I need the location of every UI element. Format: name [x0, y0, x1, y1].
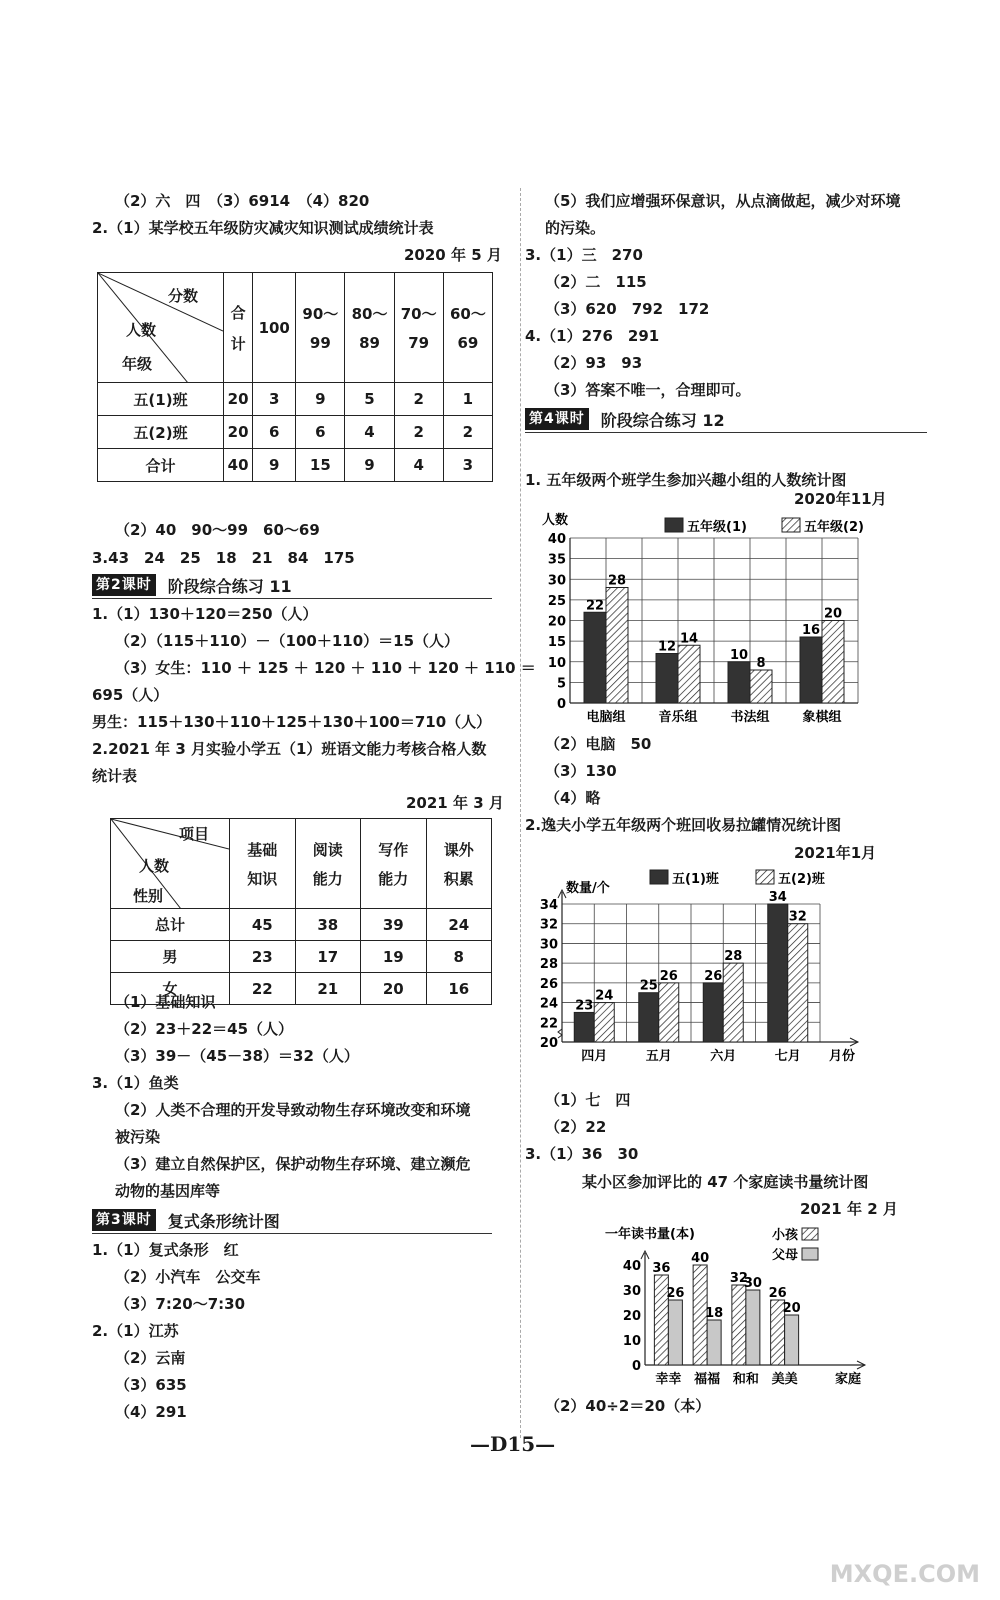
answer-line: （2）22 [545, 1118, 607, 1136]
data-label: 22 [585, 598, 605, 614]
header-cell: 基础 知识 [230, 819, 296, 909]
data-label: 20 [782, 1301, 801, 1316]
legend-label: 五年级(2) [804, 520, 864, 535]
y-tick-label: 35 [547, 552, 566, 568]
answer-line: （2）人类不合理的开发导致动物生存环境改变和环境 [115, 1101, 471, 1119]
diagonal-header-cell [98, 273, 224, 383]
data-label: 26 [704, 968, 723, 984]
answer-line: 4.（1）276 291 [525, 327, 660, 345]
table-row: 合计 40 9 15 9 4 3 [98, 449, 493, 482]
language-table [110, 818, 492, 1005]
answer-line: （1）基础知识 [115, 993, 216, 1011]
answer-line: （2）40÷2＝20（本） [545, 1397, 711, 1415]
header-cell: 合 计 [224, 273, 253, 383]
x-tick-label: 象棋组 [802, 710, 842, 725]
bar [594, 1003, 614, 1042]
chart-caption: 2.逸夫小学五年级两个班回收易拉罐情况统计图 [525, 816, 842, 834]
diag-bot: 性别 [133, 887, 164, 905]
diagonal-lines [111, 819, 229, 909]
chart-can-recycling [520, 862, 920, 1087]
data-label: 26 [659, 968, 678, 984]
data-label: 40 [691, 1251, 710, 1266]
y-axis-label: 一年读书量(本) [605, 1227, 695, 1242]
page-number: —D15— [470, 1432, 556, 1456]
y-tick-label: 20 [539, 1036, 558, 1051]
answer-line: 3.（1）三 270 [525, 246, 643, 264]
answer-line: 被污染 [115, 1128, 161, 1146]
answer-line: 男生：115＋130＋110＋125＋130＋100＝710（人） [92, 713, 492, 731]
legend-label: 父母 [771, 1248, 798, 1263]
chart-date: 2021 年 2 月 [800, 1200, 898, 1218]
lesson-badge: 第3课时 [92, 1209, 156, 1231]
diag-mid: 人数 [126, 321, 157, 339]
answer-line: 动物的基因库等 [115, 1182, 221, 1200]
answer-line: （3）635 [115, 1376, 187, 1394]
data-label: 25 [639, 978, 658, 994]
x-tick-label: 五月 [645, 1049, 672, 1064]
y-tick-label: 30 [539, 937, 558, 953]
score-table [97, 272, 493, 482]
legend-label: 小孩 [771, 1228, 798, 1243]
x-tick-label: 电脑组 [586, 710, 626, 725]
bar [728, 662, 750, 703]
chart-reading [590, 1220, 890, 1390]
bar [659, 983, 679, 1042]
watermark: MXQE.COM [829, 1560, 980, 1588]
bar [656, 654, 678, 704]
bar [768, 904, 788, 1042]
table-row: 女 22 21 20 16 [111, 973, 492, 1005]
answer-line: 1.（1）复式条形 红 [92, 1241, 239, 1259]
data-label: 20 [823, 606, 843, 622]
legend-label: 五(1)班 [672, 872, 719, 887]
data-label: 28 [607, 573, 627, 589]
bar [788, 924, 808, 1042]
answer-line: 1.（1）130＋120＝250（人） [92, 605, 318, 623]
x-axis-label: 家庭 [834, 1372, 862, 1387]
header-cell: 90～ 99 [296, 273, 345, 383]
data-label: 36 [652, 1261, 671, 1276]
answer-line: （3）130 [545, 762, 617, 780]
diag-bot: 年级 [122, 355, 153, 373]
legend-swatch [650, 870, 668, 884]
lesson-title: 阶段综合练习 12 [600, 410, 725, 430]
answer-line: 3.43 24 25 18 21 84 175 [92, 549, 355, 567]
answer-line: 统计表 [92, 767, 138, 785]
bar [785, 1315, 799, 1365]
column-divider [520, 188, 522, 1438]
table-date: 2020 年 5 月 [404, 246, 502, 264]
chart-caption: 1. 五年级两个班学生参加兴趣小组的人数统计图 [525, 471, 847, 489]
legend-label: 五年级(1) [687, 520, 747, 535]
x-tick-label: 七月 [774, 1049, 801, 1064]
legend-label: 五(2)班 [778, 872, 825, 887]
answer-line: 的污染。 [545, 219, 606, 237]
x-tick-label: 和和 [732, 1372, 759, 1387]
lesson-title: 阶段综合练习 11 [167, 576, 292, 596]
y-tick-label: 30 [547, 573, 566, 589]
answer-line: （2）40 90～99 60～69 [115, 521, 320, 539]
diag-top: 分数 [168, 287, 199, 305]
answer-line: （2）电脑 50 [545, 735, 652, 753]
table-date: 2021 年 3 月 [406, 794, 504, 812]
chart-date: 2021年1月 [794, 844, 877, 862]
y-tick-label: 10 [547, 655, 566, 671]
bar [750, 670, 772, 703]
legend-swatch [782, 518, 800, 532]
data-label: 12 [657, 639, 677, 655]
answer-line: （1）七 四 [545, 1091, 631, 1109]
lesson-title: 复式条形统计图 [167, 1211, 280, 1231]
x-axis-label: 月份 [828, 1049, 856, 1064]
data-label: 34 [768, 890, 787, 905]
answer-line: （2）六 四 （3）6914 （4）820 [115, 192, 370, 210]
data-label: 30 [743, 1276, 762, 1291]
legend-swatch [756, 870, 774, 884]
header-cell: 课外 积累 [426, 819, 492, 909]
y-tick-label: 32 [539, 917, 558, 933]
table-row: 男 23 17 19 8 [111, 941, 492, 973]
y-tick-label: 10 [622, 1334, 641, 1349]
bar [800, 637, 822, 703]
x-tick-label: 幸幸 [655, 1372, 682, 1387]
x-tick-label: 六月 [710, 1049, 737, 1064]
data-label: 32 [729, 1271, 748, 1286]
y-tick-label: 20 [547, 614, 566, 630]
answer-line: （2）23＋22＝45（人） [115, 1020, 294, 1038]
bar [668, 1300, 682, 1365]
answer-line: （2）（115＋110）－（100＋110）＝15（人） [115, 632, 460, 650]
answer-line: 3.（1）鱼类 [92, 1074, 179, 1092]
data-label: 14 [679, 631, 699, 647]
y-tick-label: 40 [547, 532, 566, 547]
bar [584, 612, 606, 703]
bar [746, 1290, 760, 1365]
answer-line: （3）女生：110 ＋ 125 ＋ 120 ＋ 110 ＋ 120 ＋ 110 ＝ [115, 659, 536, 677]
x-tick-label: 书法组 [730, 710, 770, 725]
answer-line: （2）二 115 [545, 273, 647, 291]
header-cell: 写作 能力 [361, 819, 427, 909]
header-cell: 100 [253, 273, 296, 383]
answer-line: 2.（1）江苏 [92, 1322, 179, 1340]
answer-line: 3.（1）36 30 [525, 1145, 639, 1163]
data-label: 8 [756, 656, 766, 671]
header-cell: 70～ 79 [394, 273, 443, 383]
y-tick-label: 25 [547, 593, 566, 609]
bar [703, 983, 723, 1042]
answer-line: （2）云南 [115, 1349, 186, 1367]
bar [732, 1285, 746, 1365]
lesson-badge: 第2课时 [92, 574, 156, 596]
lesson-header [525, 408, 927, 430]
bar [723, 963, 743, 1042]
diagonal-header-cell [111, 819, 230, 909]
bar [707, 1320, 721, 1365]
legend-swatch [802, 1248, 818, 1260]
answer-line: （3）建立自然保护区，保护动物生存环境、建立濒危 [115, 1155, 471, 1173]
chart-caption: 某小区参加评比的 47 个家庭读书量统计图 [582, 1173, 869, 1191]
x-tick-label: 四月 [581, 1049, 608, 1064]
data-label: 23 [575, 998, 594, 1014]
answer-line: 2.（1）某学校五年级防灾减灾知识测试成绩统计表 [92, 219, 434, 237]
y-tick-label: 40 [622, 1259, 641, 1274]
y-axis-label: 人数 [542, 513, 569, 528]
data-label: 24 [595, 988, 614, 1004]
y-tick-label: 0 [631, 1359, 641, 1374]
answer-line: （2）小汽车 公交车 [115, 1268, 261, 1286]
table-row: 五(1)班 20 3 9 5 2 1 [98, 383, 493, 416]
y-tick-label: 5 [556, 676, 566, 692]
lesson-badge: 第4课时 [525, 408, 589, 430]
bar [822, 621, 844, 704]
chart-date: 2020年11月 [794, 490, 887, 508]
y-tick-label: 28 [539, 957, 558, 973]
y-tick-label: 30 [622, 1284, 641, 1299]
y-tick-label: 34 [539, 898, 558, 913]
answer-line: （5）我们应增强环保意识，从点滴做起，减少对环境 [545, 192, 901, 210]
lesson-header [92, 1209, 492, 1231]
answer-line: （4）略 [545, 789, 601, 807]
data-label: 26 [768, 1286, 787, 1301]
answer-line: （2）93 93 [545, 354, 643, 372]
table-row: 总计 45 38 39 24 [111, 909, 492, 941]
y-axis-label: 数量/个 [566, 881, 610, 896]
data-label: 26 [666, 1286, 685, 1301]
table-row: 五(2)班 20 6 6 4 2 2 [98, 416, 493, 449]
data-label: 18 [705, 1306, 724, 1321]
y-tick-label: 15 [547, 635, 566, 651]
y-tick-label: 20 [622, 1309, 641, 1324]
bar [678, 645, 700, 703]
diag-top: 项目 [179, 825, 210, 843]
diag-mid: 人数 [139, 857, 170, 875]
legend-swatch [802, 1228, 818, 1240]
answer-line: （3）39－（45－38）＝32（人） [115, 1047, 359, 1065]
header-cell: 80～ 89 [345, 273, 394, 383]
answer-line: （3）答案不唯一，合理即可。 [545, 381, 751, 399]
bar [574, 1012, 594, 1042]
lesson-header [92, 574, 492, 596]
y-tick-label: 24 [539, 996, 558, 1012]
data-label: 16 [801, 623, 821, 638]
bar [639, 993, 659, 1042]
x-tick-label: 福福 [694, 1372, 721, 1387]
header-cell: 阅读 能力 [295, 819, 361, 909]
x-tick-label: 美美 [771, 1372, 798, 1387]
data-label: 32 [788, 909, 807, 925]
answer-line: 2.2021 年 3 月实验小学五（1）班语文能力考核合格人数 [92, 740, 487, 758]
data-label: 10 [729, 647, 749, 663]
data-label: 28 [724, 949, 743, 965]
legend-swatch [665, 518, 683, 532]
x-tick-label: 音乐组 [658, 710, 698, 725]
answer-line: 695（人） [92, 686, 169, 704]
header-cell: 60～ 69 [443, 273, 492, 383]
answer-line: （3）7:20～7:30 [115, 1295, 246, 1313]
y-tick-label: 22 [539, 1016, 558, 1032]
answer-line: （3）620 792 172 [545, 300, 710, 318]
diagonal-lines [98, 273, 223, 383]
answer-line: （4）291 [115, 1403, 187, 1421]
y-tick-label: 0 [556, 697, 566, 712]
chart-interest-groups [520, 508, 920, 728]
bar [606, 588, 628, 704]
y-tick-label: 26 [539, 976, 558, 992]
